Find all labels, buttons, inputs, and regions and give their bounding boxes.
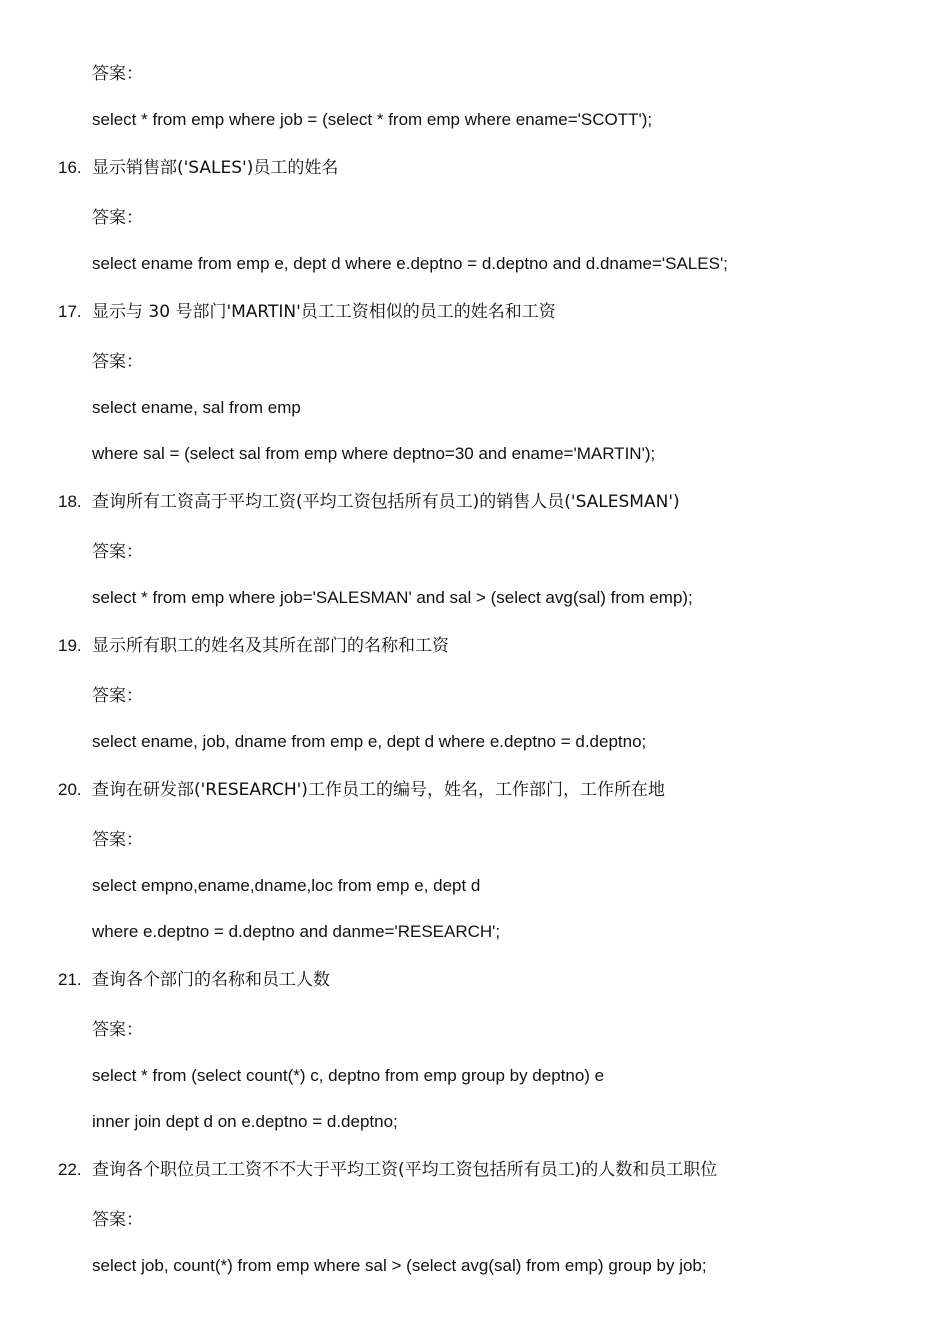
answer-label: 答案： <box>92 542 143 562</box>
question-text: 查询所有工资高于平均工资(平均工资包括所有员工)的销售人员('SALESMAN') <box>92 492 680 512</box>
answer-label: 答案： <box>92 352 143 372</box>
question-number: 16. <box>58 158 82 177</box>
answer-code-line: select ename, sal from emp <box>92 398 301 417</box>
question-text: 查询各个职位员工工资不不大于平均工资(平均工资包括所有员工)的人数和员工职位 <box>92 1160 718 1180</box>
answer-code-line: select * from emp where job='SALESMAN' and sal > (select avg(sal) from emp); <box>92 588 693 607</box>
question-number: 22. <box>58 1160 82 1179</box>
answer-label: 答案： <box>92 830 143 850</box>
question-number: 19. <box>58 636 82 655</box>
answer-label: 答案： <box>92 686 143 706</box>
answer-label: 答案： <box>92 1020 143 1040</box>
answer-code-line: inner join dept d on e.deptno = d.deptno; <box>92 1112 398 1131</box>
answer-code-line: select empno,ename,dname,loc from emp e, dept d <box>92 876 481 895</box>
question-text: 显示销售部('SALES')员工的姓名 <box>92 158 339 178</box>
question-number: 20. <box>58 780 82 799</box>
answer-code-line: select ename from emp e, dept d where e.deptno = d.deptno and d.dname='SALES'; <box>92 254 728 273</box>
answer-label: 答案： <box>92 64 143 84</box>
answer-code-line: where e.deptno = d.deptno and danme='RESEARCH'; <box>92 922 501 941</box>
answer-code-line: select job, count(*) from emp where sal > (select avg(sal) from emp) group by job; <box>92 1256 707 1275</box>
answer-code-line: where sal = (select sal from emp where deptno=30 and ename='MARTIN'); <box>92 444 656 463</box>
answer-code-line: select * from (select count(*) c, deptno from emp group by deptno) e <box>92 1066 605 1085</box>
question-text: 查询各个部门的名称和员工人数 <box>92 970 330 990</box>
question-number: 21. <box>58 970 82 989</box>
question-number: 18. <box>58 492 82 511</box>
question-text: 查询在研发部('RESEARCH')工作员工的编号，姓名，工作部门，工作所在地 <box>92 780 665 800</box>
answer-label: 答案： <box>92 208 143 228</box>
question-number: 17. <box>58 302 82 321</box>
answer-code-line: select ename, job, dname from emp e, dept d where e.deptno = d.deptno; <box>92 732 647 751</box>
answer-label: 答案： <box>92 1210 143 1230</box>
answer-code-line: select * from emp where job = (select * from emp where ename='SCOTT'); <box>92 110 653 129</box>
question-text: 显示所有职工的姓名及其所在部门的名称和工资 <box>92 636 449 656</box>
question-text: 显示与 30 号部门'MARTIN'员工工资相似的员工的姓名和工资 <box>92 302 556 322</box>
